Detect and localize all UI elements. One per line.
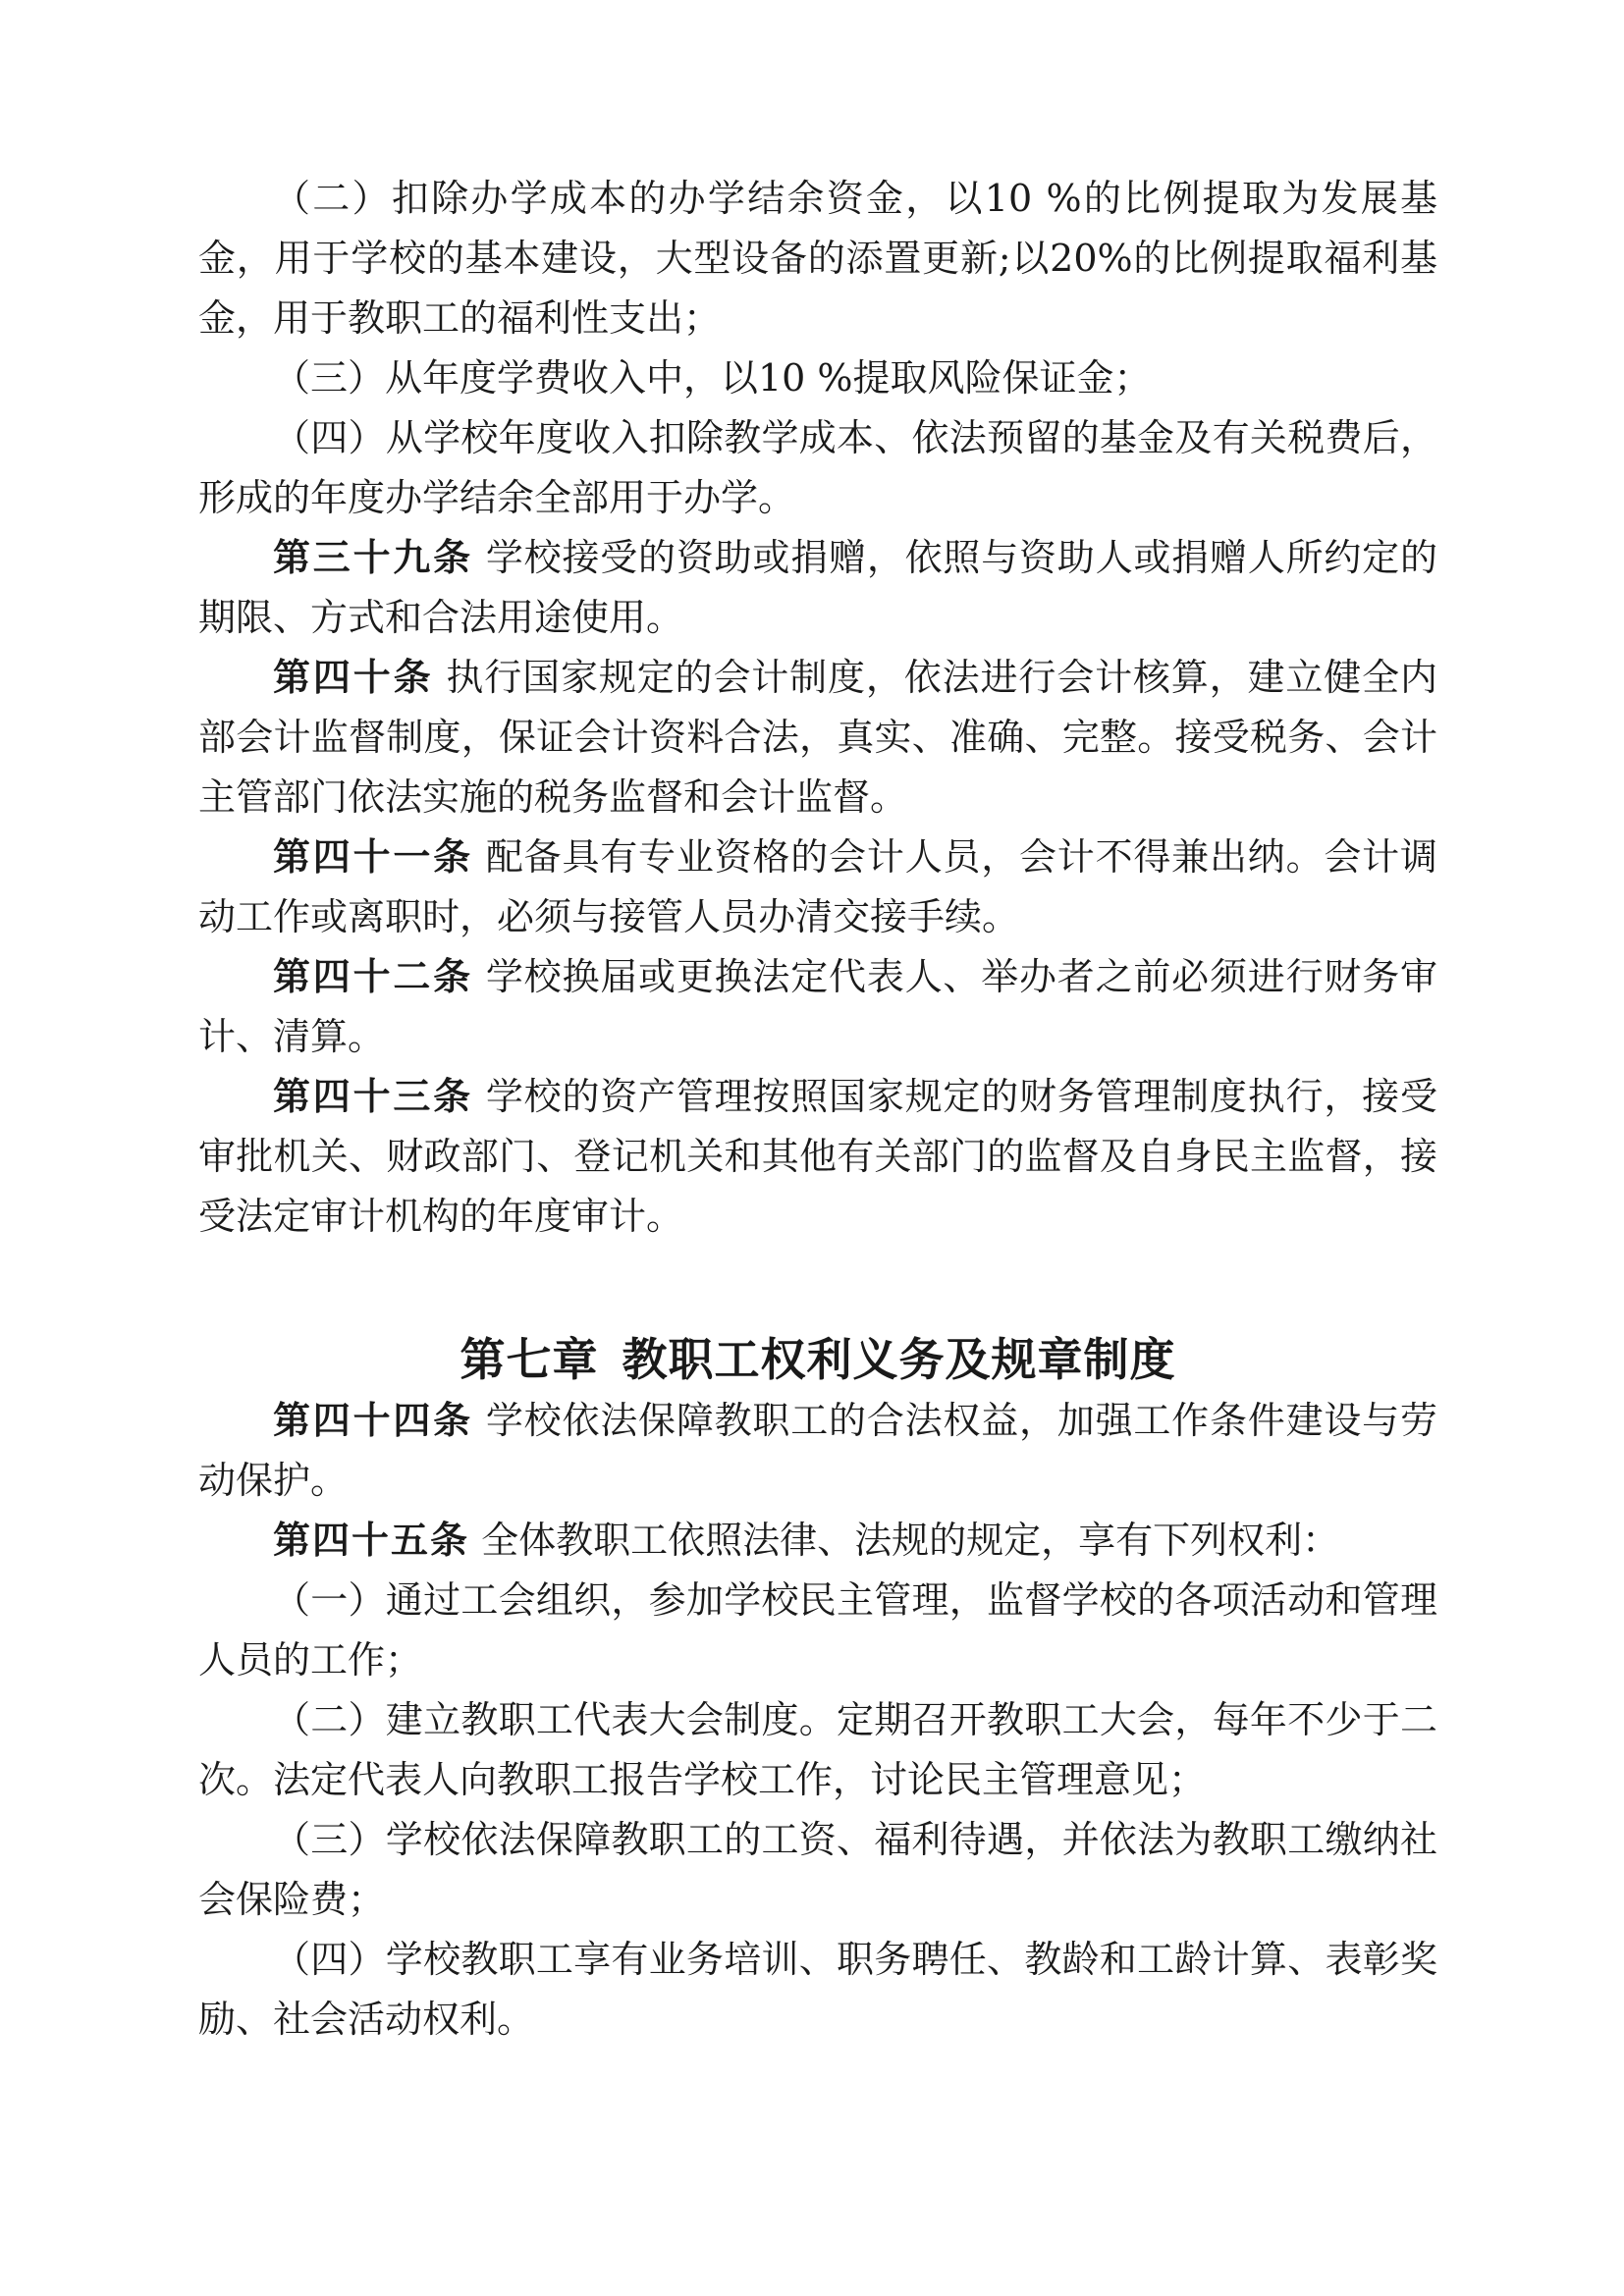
item-text: （四）从学校年度收入扣除教学成本、依法预留的基金及有关税费后，形成的年度办学结余全部用于办学。: [198, 416, 1437, 519]
chapter-title: 教职工权利义务及规章制度: [622, 1333, 1176, 1386]
document-body: [198, 169, 1437, 2050]
article: [198, 947, 1437, 1067]
list-item: [198, 1930, 1437, 2050]
article: [198, 1511, 1437, 1571]
article-text: 学校换届或更换法定代表人、举办者之前必须进行财务审计、清算。: [198, 955, 1437, 1058]
article-text: 配备具有专业资格的会计人员，会计不得兼出纳。会计调动工作或离职时，必须与接管人员办清交接手续。: [198, 835, 1437, 938]
article-label: 第四十三条: [273, 1075, 473, 1118]
list-item: [198, 1810, 1437, 1930]
list-item: [198, 1690, 1437, 1810]
item-text: （四）学校教职工享有业务培训、职务聘任、教龄和工龄计算、表彰奖励、社会活动权利。: [198, 1938, 1437, 2041]
chapter-number: 第七章: [460, 1333, 599, 1386]
article: [198, 528, 1437, 648]
article-text: 学校接受的资助或捐赠，依照与资助人或捐赠人所约定的期限、方式和合法用途使用。: [198, 536, 1437, 639]
article-label: 第四十一条: [273, 835, 473, 879]
chapter-heading: [198, 1328, 1437, 1391]
item-text: （三）从年度学费收入中，以10 %提取风险保证金；: [273, 356, 1152, 400]
list-item: [198, 1571, 1437, 1690]
item-text: （三）学校依法保障教职工的工资、福利待遇，并依法为教职工缴纳社会保险费；: [198, 1818, 1437, 1921]
article: [198, 648, 1437, 828]
list-item: [198, 169, 1437, 348]
article-label: 第四十四条: [273, 1399, 473, 1442]
article: [198, 1391, 1437, 1511]
item-text: （二）扣除办学成本的办学结余资金，以10 %的比例提取为发展基金，用于学校的基本建设，大型设备的添置更新;以20%的比例提取福利基金，用于教职工的福利性支出；: [198, 177, 1437, 340]
list-item: [198, 348, 1437, 408]
item-text: （一）通过工会组织，参加学校民主管理，监督学校的各项活动和管理人员的工作；: [198, 1578, 1437, 1682]
article-text: 全体教职工依照法律、法规的规定，享有下列权利：: [481, 1519, 1340, 1562]
article-text: 学校依法保障教职工的合法权益，加强工作条件建设与劳动保护。: [198, 1399, 1437, 1502]
article-label: 第四十条: [273, 656, 434, 699]
article-label: 第四十二条: [273, 955, 473, 998]
list-item: [198, 408, 1437, 528]
article: [198, 828, 1437, 947]
article-label: 第三十九条: [273, 536, 473, 579]
article-text: 学校的资产管理按照国家规定的财务管理制度执行，接受审批机关、财政部门、登记机关和其他有关部门的监督及自身民主监督，接受法定审计机构的年度审计。: [198, 1075, 1437, 1238]
item-text: （二）建立教职工代表大会制度。定期召开教职工大会，每年不少于二次。法定代表人向教职工报告学校工作，讨论民主管理意见；: [198, 1698, 1437, 1801]
article: [198, 1067, 1437, 1247]
article-label: 第四十五条: [273, 1519, 470, 1562]
article-text: 执行国家规定的会计制度，依法进行会计核算，建立健全内部会计监督制度，保证会计资料合法，真实、准确、完整。接受税务、会计主管部门依法实施的税务监督和会计监督。: [198, 656, 1437, 819]
